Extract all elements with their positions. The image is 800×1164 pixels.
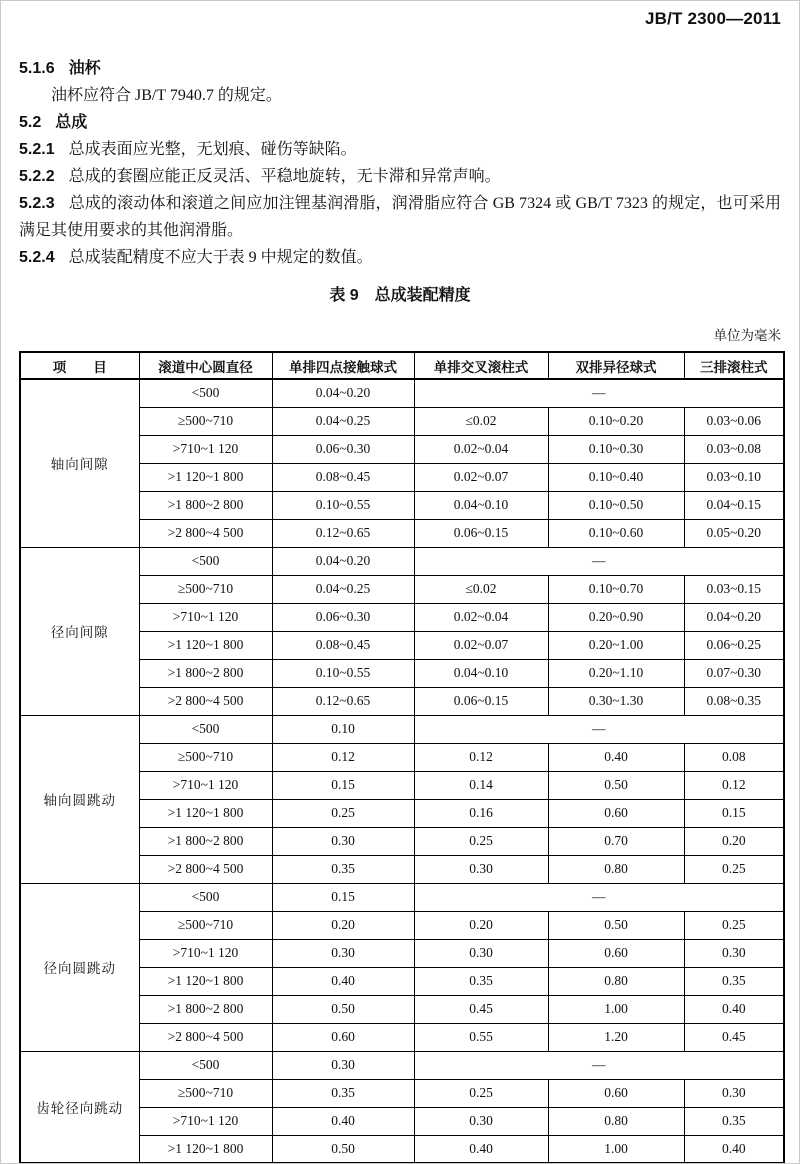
value-cell: 0.03~0.06 xyxy=(684,407,784,435)
value-cell: 0.30 xyxy=(414,1107,548,1135)
clause-5-2 xyxy=(19,109,781,136)
value-cell: 0.10~0.70 xyxy=(548,575,684,603)
value-cell: 0.30~1.30 xyxy=(548,687,684,715)
value-cell: 0.10 xyxy=(272,715,414,743)
diameter-range-cell: >1 120~1 800 xyxy=(139,1135,272,1163)
value-cell: 0.20 xyxy=(414,911,548,939)
value-cell: 0.50 xyxy=(548,911,684,939)
header-row xyxy=(20,352,784,379)
value-cell: 0.10~0.55 xyxy=(272,659,414,687)
clause-5-2-2 xyxy=(19,163,781,190)
diameter-range-cell: >1 120~1 800 xyxy=(139,631,272,659)
clause-text: 总成的套圈应能正反灵活、平稳地旋转，无卡滞和异常声响。 xyxy=(68,168,501,185)
value-cell: 0.05~0.20 xyxy=(684,519,784,547)
diameter-range-cell: >2 800~4 500 xyxy=(139,687,272,715)
value-cell: 0.50 xyxy=(272,1135,414,1163)
value-cell: 0.04~0.10 xyxy=(414,491,548,519)
table-row xyxy=(20,883,784,911)
precision-table xyxy=(19,351,785,1164)
value-cell: 0.20 xyxy=(272,911,414,939)
value-cell: 1.00 xyxy=(548,995,684,1023)
value-cell: 0.35 xyxy=(684,1107,784,1135)
clause-number: 5.2.4 xyxy=(19,249,55,266)
value-cell: 0.25 xyxy=(414,1079,548,1107)
diameter-range-cell: >2 800~4 500 xyxy=(139,519,272,547)
value-cell: 0.06~0.15 xyxy=(414,687,548,715)
value-cell: 0.04~0.15 xyxy=(684,491,784,519)
column-header: 单排四点接触球式 xyxy=(272,352,414,379)
value-cell: 0.10~0.55 xyxy=(272,491,414,519)
clause-number: 5.2.3 xyxy=(19,195,55,212)
diameter-range-cell: ≥500~710 xyxy=(139,743,272,771)
value-cell: — xyxy=(414,547,784,575)
value-cell: 0.03~0.10 xyxy=(684,463,784,491)
value-cell: 0.12 xyxy=(684,771,784,799)
value-cell: 0.20 xyxy=(684,827,784,855)
unit-note: 单位为毫米 xyxy=(713,328,781,343)
value-cell: 0.35 xyxy=(272,1079,414,1107)
value-cell: 0.06~0.30 xyxy=(272,603,414,631)
value-cell: ≤0.02 xyxy=(414,407,548,435)
table-row xyxy=(20,715,784,743)
value-cell: 0.80 xyxy=(548,967,684,995)
value-cell: 0.12~0.65 xyxy=(272,519,414,547)
value-cell: 0.35 xyxy=(414,967,548,995)
column-header: 三排滚柱式 xyxy=(684,352,784,379)
diameter-range-cell: <500 xyxy=(139,715,272,743)
value-cell: 0.06~0.15 xyxy=(414,519,548,547)
clause-text: 总成装配精度不应大于表 9 中规定的数值。 xyxy=(68,249,373,266)
value-cell: 0.25 xyxy=(684,911,784,939)
value-cell: 0.40 xyxy=(684,1135,784,1163)
value-cell: ≤0.02 xyxy=(414,575,548,603)
diameter-range-cell: ≥500~710 xyxy=(139,575,272,603)
value-cell: 0.15 xyxy=(272,883,414,911)
diameter-range-cell: >710~1 120 xyxy=(139,603,272,631)
value-cell: 0.45 xyxy=(414,995,548,1023)
value-cell: 0.04~0.20 xyxy=(272,379,414,407)
diameter-range-cell: >1 120~1 800 xyxy=(139,967,272,995)
value-cell: 0.25 xyxy=(414,827,548,855)
doc-number: JB/T 2300—2011 xyxy=(644,9,781,28)
diameter-range-cell: >2 800~4 500 xyxy=(139,855,272,883)
value-cell: 0.08 xyxy=(684,743,784,771)
row-group-label: 轴向间隙 xyxy=(20,379,139,547)
diameter-range-cell: >710~1 120 xyxy=(139,1107,272,1135)
value-cell: 0.30 xyxy=(272,1051,414,1079)
value-cell: — xyxy=(414,379,784,407)
value-cell: 0.30 xyxy=(414,855,548,883)
table-row xyxy=(20,1051,784,1079)
value-cell: 0.25 xyxy=(684,855,784,883)
value-cell: 0.12 xyxy=(414,743,548,771)
table-row xyxy=(20,379,784,407)
value-cell: 0.30 xyxy=(684,1079,784,1107)
value-cell: 0.60 xyxy=(272,1023,414,1051)
value-cell: 0.06~0.30 xyxy=(272,435,414,463)
diameter-range-cell: <500 xyxy=(139,547,272,575)
value-cell: 0.15 xyxy=(272,771,414,799)
value-cell: 0.04~0.25 xyxy=(272,407,414,435)
value-cell: 0.03~0.08 xyxy=(684,435,784,463)
column-header: 滚道中心圆直径 xyxy=(139,352,272,379)
clauses-section xyxy=(19,55,781,271)
value-cell: 0.12~0.65 xyxy=(272,687,414,715)
table-caption: 表 9 总成装配精度 xyxy=(329,287,471,304)
column-header: 双排异径球式 xyxy=(548,352,684,379)
column-header: 项 目 xyxy=(20,352,139,379)
clause-title: 总成 xyxy=(55,114,88,131)
clause-5-2-1 xyxy=(19,136,781,163)
value-cell: 0.45 xyxy=(684,1023,784,1051)
diameter-range-cell: >1 800~2 800 xyxy=(139,659,272,687)
clause-5-2-4 xyxy=(19,244,781,271)
diameter-range-cell: ≥500~710 xyxy=(139,911,272,939)
value-cell: 0.60 xyxy=(548,1079,684,1107)
value-cell: — xyxy=(414,883,784,911)
clause-number: 5.1.6 xyxy=(19,60,55,77)
value-cell: 0.07~0.30 xyxy=(684,659,784,687)
table-body xyxy=(20,379,784,1163)
clause-5-1-6-body: 油杯应符合 JB/T 7940.7 的规定。 xyxy=(51,87,282,104)
value-cell: 1.20 xyxy=(548,1023,684,1051)
value-cell: 0.25 xyxy=(272,799,414,827)
diameter-range-cell: >2 800~4 500 xyxy=(139,1023,272,1051)
clause-title: 油杯 xyxy=(68,60,101,77)
value-cell: 0.08~0.35 xyxy=(684,687,784,715)
value-cell: 0.20~1.00 xyxy=(548,631,684,659)
value-cell: 0.55 xyxy=(414,1023,548,1051)
value-cell: 1.00 xyxy=(548,1135,684,1163)
value-cell: 0.16 xyxy=(414,799,548,827)
clause-text: 总成表面应光整，无划痕、碰伤等缺陷。 xyxy=(68,141,357,158)
diameter-range-cell: >1 120~1 800 xyxy=(139,799,272,827)
value-cell: 0.04~0.20 xyxy=(684,603,784,631)
value-cell: 0.70 xyxy=(548,827,684,855)
value-cell: 0.15 xyxy=(684,799,784,827)
value-cell: 0.40 xyxy=(272,1107,414,1135)
value-cell: — xyxy=(414,1051,784,1079)
diameter-range-cell: ≥500~710 xyxy=(139,1079,272,1107)
clause-number: 5.2.2 xyxy=(19,168,55,185)
value-cell: 0.03~0.15 xyxy=(684,575,784,603)
value-cell: 0.02~0.07 xyxy=(414,631,548,659)
diameter-range-cell: <500 xyxy=(139,379,272,407)
value-cell: 0.08~0.45 xyxy=(272,463,414,491)
value-cell: 0.02~0.04 xyxy=(414,603,548,631)
value-cell: 0.30 xyxy=(272,939,414,967)
value-cell: 0.04~0.10 xyxy=(414,659,548,687)
value-cell: 0.10~0.60 xyxy=(548,519,684,547)
value-cell: 0.10~0.40 xyxy=(548,463,684,491)
clause-number: 5.2.1 xyxy=(19,141,55,158)
value-cell: 0.40 xyxy=(548,743,684,771)
diameter-range-cell: >1 800~2 800 xyxy=(139,827,272,855)
diameter-range-cell: >710~1 120 xyxy=(139,771,272,799)
value-cell: 0.02~0.04 xyxy=(414,435,548,463)
clause-5-1-6 xyxy=(19,55,781,82)
value-cell: 0.02~0.07 xyxy=(414,463,548,491)
value-cell: 0.20~1.10 xyxy=(548,659,684,687)
value-cell: 0.20~0.90 xyxy=(548,603,684,631)
value-cell: 0.04~0.20 xyxy=(272,547,414,575)
table-row xyxy=(20,547,784,575)
value-cell: 0.40 xyxy=(414,1135,548,1163)
row-group-label: 齿轮径向跳动 xyxy=(20,1051,139,1163)
value-cell: 0.06~0.25 xyxy=(684,631,784,659)
column-header: 单排交叉滚柱式 xyxy=(414,352,548,379)
value-cell: 0.30 xyxy=(272,827,414,855)
value-cell: 0.60 xyxy=(548,939,684,967)
diameter-range-cell: ≥500~710 xyxy=(139,407,272,435)
row-group-label: 径向间隙 xyxy=(20,547,139,715)
value-cell: 0.60 xyxy=(548,799,684,827)
value-cell: 0.35 xyxy=(272,855,414,883)
diameter-range-cell: >1 120~1 800 xyxy=(139,463,272,491)
diameter-range-cell: >710~1 120 xyxy=(139,435,272,463)
diameter-range-cell: >1 800~2 800 xyxy=(139,491,272,519)
clause-5-2-3 xyxy=(19,190,781,244)
value-cell: 0.08~0.45 xyxy=(272,631,414,659)
table-head xyxy=(20,352,784,379)
value-cell: 0.14 xyxy=(414,771,548,799)
value-cell: 0.10~0.20 xyxy=(548,407,684,435)
value-cell: 0.50 xyxy=(272,995,414,1023)
clause-text: 总成的滚动体和滚道之间应加注锂基润滑脂，润滑脂应符合 GB 7324 或 GB/T 7323 的规定，也可采用满足其使用要求的其他润滑脂。 xyxy=(19,195,781,239)
value-cell: 0.50 xyxy=(548,771,684,799)
diameter-range-cell: >1 800~2 800 xyxy=(139,995,272,1023)
value-cell: 0.12 xyxy=(272,743,414,771)
value-cell: 0.80 xyxy=(548,1107,684,1135)
diameter-range-cell: <500 xyxy=(139,1051,272,1079)
value-cell: 0.40 xyxy=(272,967,414,995)
clause-number: 5.2 xyxy=(19,114,42,131)
value-cell: 0.30 xyxy=(684,939,784,967)
value-cell: 0.10~0.50 xyxy=(548,491,684,519)
value-cell: 0.80 xyxy=(548,855,684,883)
diameter-range-cell: <500 xyxy=(139,883,272,911)
value-cell: 0.35 xyxy=(684,967,784,995)
value-cell: — xyxy=(414,715,784,743)
value-cell: 0.30 xyxy=(414,939,548,967)
value-cell: 0.04~0.25 xyxy=(272,575,414,603)
value-cell: 0.40 xyxy=(684,995,784,1023)
diameter-range-cell: >710~1 120 xyxy=(139,939,272,967)
row-group-label: 径向圆跳动 xyxy=(20,883,139,1051)
row-group-label: 轴向圆跳动 xyxy=(20,715,139,883)
value-cell: 0.10~0.30 xyxy=(548,435,684,463)
